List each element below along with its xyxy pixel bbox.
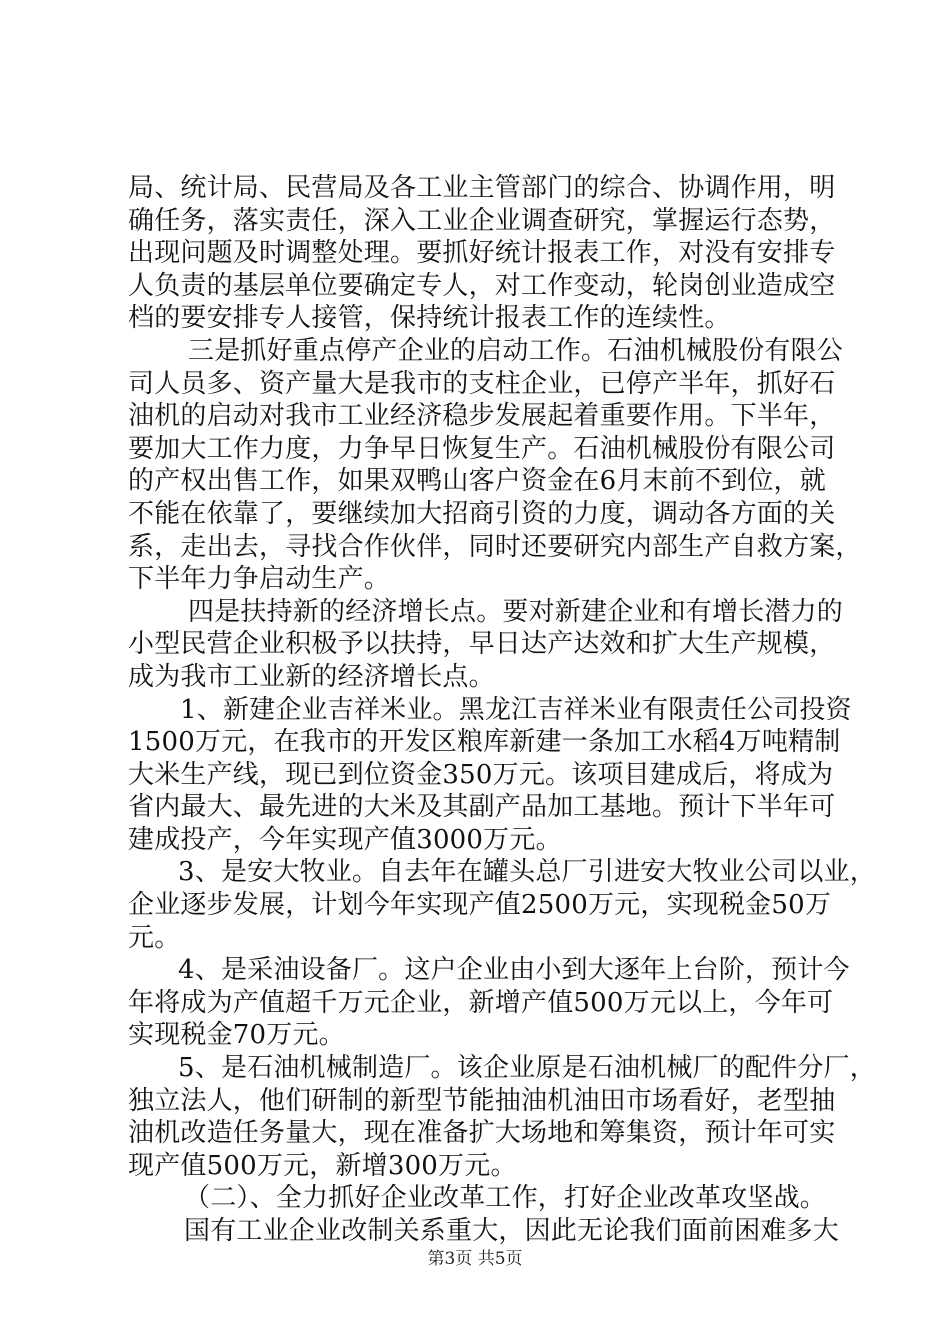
text-line: 现产值500万元，新增300万元。 xyxy=(128,1150,517,1181)
text-line: 企业逐步发展，计划今年实现产值2500万元，实现税金50万 xyxy=(128,890,832,921)
document-body xyxy=(128,172,876,1248)
text-line: 三是抓好重点停产企业的启动工作。石油机械股份有限公 xyxy=(188,335,844,366)
text-line: 油机的启动对我市工业经济稳步发展起着重要作用。下半年， xyxy=(128,401,836,432)
text-line: 局、统计局、民营局及各工业主管部门的综合、协调作用，明 xyxy=(128,173,836,203)
text-line: 大米生产线，现已到位资金350万元。该项目建成后，将成为 xyxy=(128,759,834,790)
text-line: 1500万元，在我市的开发区粮库新建一条加工水稻4万吨精制 xyxy=(128,727,841,758)
text-line: 四是扶持新的经济增长点。要对新建企业和有增长潜力的 xyxy=(188,596,844,627)
text-line: 成为我市工业新的经济增长点。 xyxy=(128,661,495,692)
text-line: 的产权出售工作，如果双鸭山客户资金在6月末前不到位，就 xyxy=(128,466,826,497)
text-line: 1、新建企业吉祥米业。黑龙江吉祥米业有限责任公司投资 xyxy=(180,694,852,725)
text-line: 档的要安排专人接管，保持统计报表工作的连续性。 xyxy=(128,303,731,334)
text-line: 省内最大、最先进的大米及其副产品加工基地。预计下半年可 xyxy=(128,792,836,823)
text-line: 5、是石油机械制造厂。该企业原是石油机械厂的配件分厂， xyxy=(178,1053,876,1084)
text-line: 系，走出去，寻找合作伙伴，同时还要研究内部生产自救方案， xyxy=(128,531,862,562)
text-line: 司人员多、资产量大是我市的支柱企业，已停产半年，抓好石 xyxy=(128,368,836,399)
page-footer: 第3页 共5页 xyxy=(427,1249,523,1269)
text-line: 要加大工作力度，力争早日恢复生产。石油机械股份有限公司 xyxy=(128,433,836,464)
text-line: 不能在依靠了，要继续加大招商引资的力度，调动各方面的关 xyxy=(128,498,836,529)
text-line: 确任务，落实责任，深入工业企业调查研究，掌握运行态势， xyxy=(128,205,836,236)
text-line: 4、是采油设备厂。这户企业由小到大逐年上台阶，预计今 xyxy=(178,955,850,986)
text-line: 元。 xyxy=(128,922,181,953)
text-line: 下半年力争启动生产。 xyxy=(128,564,391,595)
text-line: 出现问题及时调整处理。要抓好统计报表工作，对没有安排专 xyxy=(128,238,836,269)
text-line: 实现税金70万元。 xyxy=(128,1020,345,1051)
text-line: 年将成为产值超千万元企业，新增产值500万元以上，今年可 xyxy=(128,987,834,1018)
text-line: 国有工业企业改制关系重大，因此无论我们面前困难多大 xyxy=(184,1216,840,1246)
text-line: 建成投产，今年实现产值3000万元。 xyxy=(128,824,562,855)
text-line: 小型民营企业积极予以扶持，早日达产达效和扩大生产规模， xyxy=(128,629,836,660)
text-line: 独立法人，他们研制的新型节能抽油机油田市场看好，老型抽 xyxy=(128,1085,836,1116)
text-line: 3、是安大牧业。自去年在罐头总厂引进安大牧业公司以业， xyxy=(178,857,876,888)
text-line: （二）、全力抓好企业改革工作，打好企业改革攻坚战。 xyxy=(184,1183,827,1214)
text-line: 人负责的基层单位要确定专人，对工作变动，轮岗创业造成空 xyxy=(128,270,836,301)
text-line: 油机改造任务量大，现在准备扩大场地和筹集资，预计年可实 xyxy=(128,1118,836,1149)
